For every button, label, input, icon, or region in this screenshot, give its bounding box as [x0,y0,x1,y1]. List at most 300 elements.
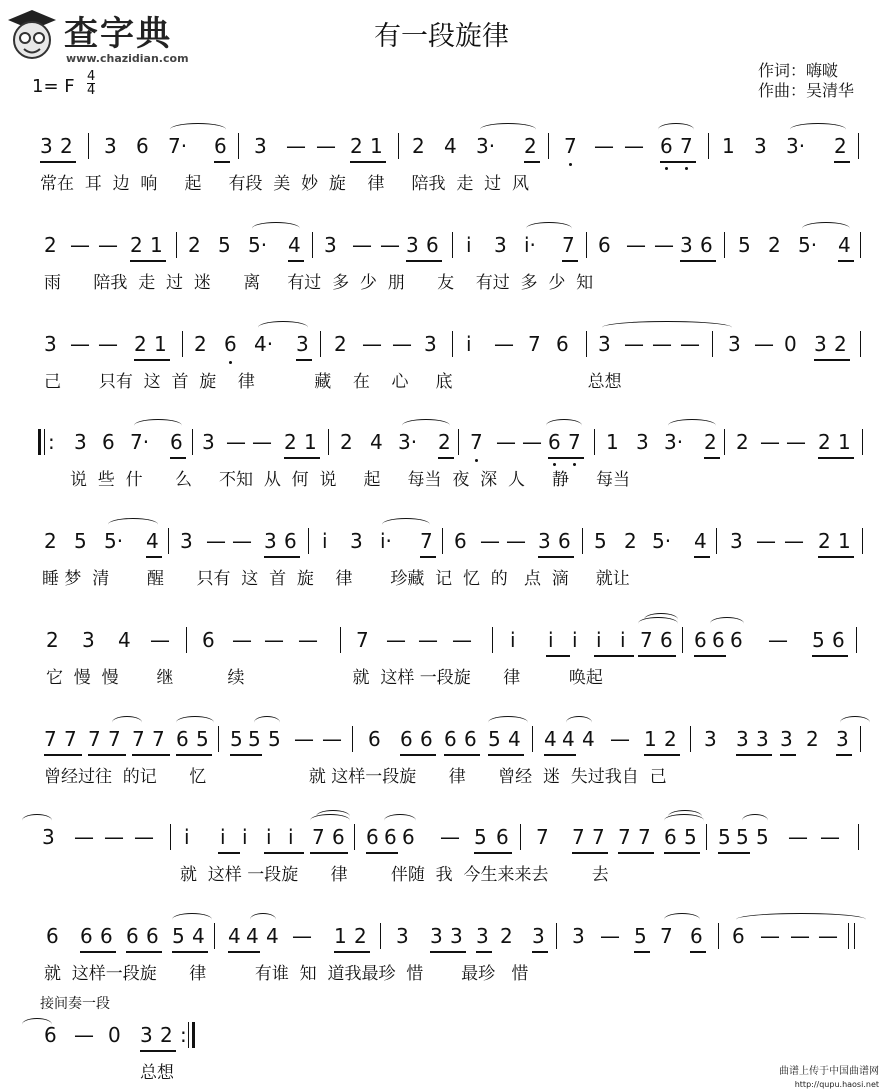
note: 5 [594,529,607,553]
underline [444,754,480,756]
note: — [252,430,272,454]
note: 3 [296,332,309,356]
note: 3 [780,727,793,751]
notation-line [0,429,883,455]
note: 5 [812,628,825,652]
note: 5 [738,233,751,257]
note: 3 [730,529,743,553]
underline [296,359,312,361]
slur [488,716,528,729]
note: 6 [46,924,59,948]
note: 7 [528,332,541,356]
tie [840,716,870,729]
underline [594,655,634,657]
note: 3 [754,134,767,158]
note: — [380,233,400,257]
note: — [226,430,246,454]
note: 6 [224,332,237,356]
note: 5 [218,233,231,257]
note: 2 [334,332,347,356]
note: i [548,628,554,652]
slur [316,810,350,823]
note: — [322,727,342,751]
note: 6 [126,924,139,948]
note: 7 [536,825,549,849]
note: 2 [284,430,297,454]
note: 7 [618,825,631,849]
slur [402,419,450,432]
barline [380,923,381,949]
note: 2 [806,727,819,751]
underline [406,260,442,262]
note: 3 [264,529,277,553]
note: 3 [450,924,463,948]
note: 3 [736,727,749,751]
note: 3· [664,430,684,454]
note: 3 [180,529,193,553]
note: 1 [150,233,163,257]
note: 7 [64,727,77,751]
note: 3 [532,924,545,948]
note: 3 [704,727,717,751]
note: 7 [568,430,581,454]
note: 6 [558,529,571,553]
note: 7 [108,727,121,751]
notation-line [0,133,883,159]
note: 6 [732,924,745,948]
note: 6 [464,727,477,751]
note: 5 [488,727,501,751]
note: 1 [304,430,317,454]
notation-line [0,824,883,850]
barline [858,824,859,850]
note: i [242,825,248,849]
note: 5 [736,825,749,849]
time-signature-top: 4 [87,69,96,84]
slur [664,913,700,926]
note: 6 [102,430,115,454]
note: 6 [136,134,149,158]
underline [172,951,208,953]
note: — [70,332,90,356]
barline [708,133,709,159]
underline [228,951,260,953]
note: — [768,628,788,652]
barline [858,133,859,159]
note: — [206,529,226,553]
note: i· [524,233,536,257]
note: 2 [44,233,57,257]
low-octave-dot [553,463,556,466]
slur [668,810,702,823]
note: i [466,332,472,356]
note: 4 [838,233,851,257]
underline [736,754,772,756]
slur [108,518,158,531]
lyrics-text: 说 些 什 么 不知 从 何 说 起 每当 夜 深 人 静 每当 [70,470,630,490]
underline [40,161,76,163]
barline [44,429,45,455]
slur [658,123,694,136]
note: 6 [402,825,415,849]
note: 6 [660,134,673,158]
slur [172,913,212,926]
note: 2 [160,1023,173,1047]
footer-url[interactable]: http://qupu.haosi.net [794,1080,879,1089]
barline [718,923,719,949]
barline [854,923,855,949]
logo-url[interactable]: www.chazidian.com [66,52,189,65]
underline [532,951,548,953]
note: — [480,529,500,553]
underline [812,655,848,657]
note: 4 [118,628,131,652]
note: 2 [818,430,831,454]
note: 7 [356,628,369,652]
note: — [610,727,630,751]
note: 4 [694,529,707,553]
underline [80,951,116,953]
note: 2 [340,430,353,454]
lyrics-text: 就 这样一段旋 律 有谁 知 道我最珍 惜 最珍 惜 [44,964,529,984]
note: 3 [636,430,649,454]
note: 4 [562,727,575,751]
underline [132,754,170,756]
lyrics-text: 常在 耳 边 响 起 有段 美 妙 旋 律 陪我 走 过 风 [40,174,529,194]
note: 2 [624,529,637,553]
barline [452,232,453,258]
note: — [98,233,118,257]
note: — [522,430,542,454]
slur [480,123,536,136]
note: 6 [420,727,433,751]
underline [134,359,170,361]
lyrics-text: 雨 陪我 走 过 迷 离 有过 多 少 朋 友 有过 多 少 知 [44,273,594,293]
barline [548,133,549,159]
note: 3 [324,233,337,257]
logo-title: 查字典 [64,14,172,54]
note: 1 [606,430,619,454]
barline [328,429,329,455]
note: 3 [74,430,87,454]
note: 4 [146,529,159,553]
barline [214,923,215,949]
underline [146,556,162,558]
note: 7 [562,233,575,257]
slur [790,123,846,136]
note: — [756,529,776,553]
note: 6 [332,825,345,849]
underline [838,260,854,262]
note: — [74,825,94,849]
underline [780,754,796,756]
underline [264,556,300,558]
slur [526,222,572,235]
slur [546,419,582,432]
underline [544,754,576,756]
note: 2 [818,529,831,553]
note: — [286,134,306,158]
barline [690,726,691,752]
note: i [266,825,272,849]
note: 3 [40,134,53,158]
note: 2 [44,529,57,553]
note: — [624,332,644,356]
note: 3 [44,332,57,356]
underline [638,655,676,657]
note: — [150,628,170,652]
note: 7 [132,727,145,751]
note: — [98,332,118,356]
lyrics-text: 睡 梦 清 醒 只有 这 首 旋 律 珍藏 记 忆 的 点 滴 就让 [42,569,630,589]
underline [130,260,166,262]
barline [712,331,713,357]
note: 7 [640,628,653,652]
note: — [760,430,780,454]
note: 2 [768,233,781,257]
underline [476,951,492,953]
barline [860,726,861,752]
underline [140,1050,176,1052]
note: 3 [598,332,611,356]
barline [186,627,187,653]
note: — [760,924,780,948]
note: i [466,233,472,257]
lyricist-credit: 作词：嗨啵 [758,61,839,80]
slur [134,419,182,432]
tie [736,913,866,926]
underline [538,556,574,558]
underline [548,457,584,459]
barline [340,627,341,653]
barline [862,429,863,455]
note: 3 [728,332,741,356]
note: 1 [722,134,735,158]
lyrics-text: 己 只有 这 首 旋 律 藏 在 心 底 总想 [44,372,622,392]
slur [170,123,226,136]
note: 4 [544,727,557,751]
underline [704,457,720,459]
note: 5 [474,825,487,849]
underline [690,951,706,953]
underline [430,951,466,953]
note: 5 [756,825,769,849]
barline [556,923,557,949]
note: 6 [496,825,509,849]
note: — [74,1023,94,1047]
underline [634,951,650,953]
note: 3 [836,727,849,751]
note: — [754,332,774,356]
key-signature: 1= F [32,76,75,97]
note: 3 [430,924,443,948]
note: 5 [634,924,647,948]
note: — [600,924,620,948]
note: 4 [192,924,205,948]
repeat-start-barline [38,429,41,455]
underline [126,951,162,953]
underline [572,852,608,854]
note: 6 [80,924,93,948]
note: 2 [834,332,847,356]
note: — [786,430,806,454]
note: — [292,924,312,948]
slur [802,222,850,235]
note: 6 [694,628,707,652]
note: 2 [188,233,201,257]
note: 3 [538,529,551,553]
note: 2 [134,332,147,356]
note: — [232,529,252,553]
note: 2 [438,430,451,454]
note: 1 [838,529,851,553]
note: 2 [194,332,207,356]
lyrics-text: 它 慢 慢 继 续 就 这样 一段旋 律 唤起 [46,668,603,688]
note: 3 [680,233,693,257]
underline [366,852,398,854]
barline [238,133,239,159]
note: 6 [44,1023,57,1047]
underline [618,852,654,854]
note: i [288,825,294,849]
note: i [184,825,190,849]
note: 6 [548,430,561,454]
low-octave-dot [685,167,688,170]
underline [310,852,348,854]
barline [352,726,353,752]
note: 2 [60,134,73,158]
note: 7 [312,825,325,849]
underline [694,655,726,657]
note: 5· [798,233,818,257]
note: — [652,332,672,356]
slur [742,814,768,827]
note: 1 [334,924,347,948]
barline [586,232,587,258]
barline [308,528,309,554]
note: 6 [598,233,611,257]
note: 1 [644,727,657,751]
note: — [818,924,838,948]
underline [660,161,696,163]
note: — [352,233,372,257]
barline [860,232,861,258]
underline [288,260,304,262]
repeat-dots: : [180,1023,187,1047]
barline [582,528,583,554]
note: — [494,332,514,356]
note: — [788,825,808,849]
note: 6 [400,727,413,751]
lyrics-text: 就 这样 一段旋 律 伴随 我 今生来来去 去 [180,865,609,885]
note: — [440,825,460,849]
notation-line [0,627,883,653]
notation-line [0,923,883,949]
barline [862,528,863,554]
underline [818,556,854,558]
note: — [790,924,810,948]
note: 2 [834,134,847,158]
note: 3 [424,332,437,356]
note: — [70,233,90,257]
note: 7· [130,430,150,454]
low-octave-dot [229,361,232,364]
barline [452,331,453,357]
time-signature-bottom: 4 [87,83,96,98]
note: 6 [690,924,703,948]
note: 4 [288,233,301,257]
notation-line [0,1022,883,1048]
lyrics-text: 曾经过往 的记 忆 就 这样一段旋 律 曾经 迷 失过我自 己 [44,767,667,787]
note: 2 [736,430,749,454]
note: 1 [838,430,851,454]
barline [532,726,533,752]
note: — [452,628,472,652]
note: 5 [230,727,243,751]
underline [818,457,854,459]
note: 5 [684,825,697,849]
note: — [134,825,154,849]
note: — [362,332,382,356]
barline [706,824,707,850]
barline [168,528,169,554]
note: i [322,529,328,553]
barline [442,528,443,554]
underline [644,754,680,756]
note: — [784,529,804,553]
note: 6 [454,529,467,553]
underline [694,556,710,558]
note: 5· [248,233,268,257]
barline [856,627,857,653]
note: 3 [406,233,419,257]
note: i· [380,529,392,553]
note: 7 [88,727,101,751]
note: 6 [556,332,569,356]
barline [192,429,193,455]
slur [566,716,592,729]
note: i [620,628,626,652]
note: 6 [384,825,397,849]
note: 3· [476,134,496,158]
note: i [596,628,602,652]
slur [644,613,678,626]
slur [252,222,300,235]
note: 3· [398,430,418,454]
note: 4 [246,924,259,948]
note: — [392,332,412,356]
underline [400,754,436,756]
note: 1 [370,134,383,158]
underline [546,655,570,657]
underline [284,457,320,459]
note: — [316,134,336,158]
note: — [418,628,438,652]
note: 6 [170,430,183,454]
note: 2 [412,134,425,158]
underline [836,754,852,756]
slur [250,913,276,926]
note: — [294,727,314,751]
barline [188,1022,189,1048]
note: 3 [572,924,585,948]
barline [860,331,861,357]
note: 4 [370,430,383,454]
note: 5 [718,825,731,849]
underline [214,161,230,163]
note: 3 [494,233,507,257]
note: 3· [786,134,806,158]
